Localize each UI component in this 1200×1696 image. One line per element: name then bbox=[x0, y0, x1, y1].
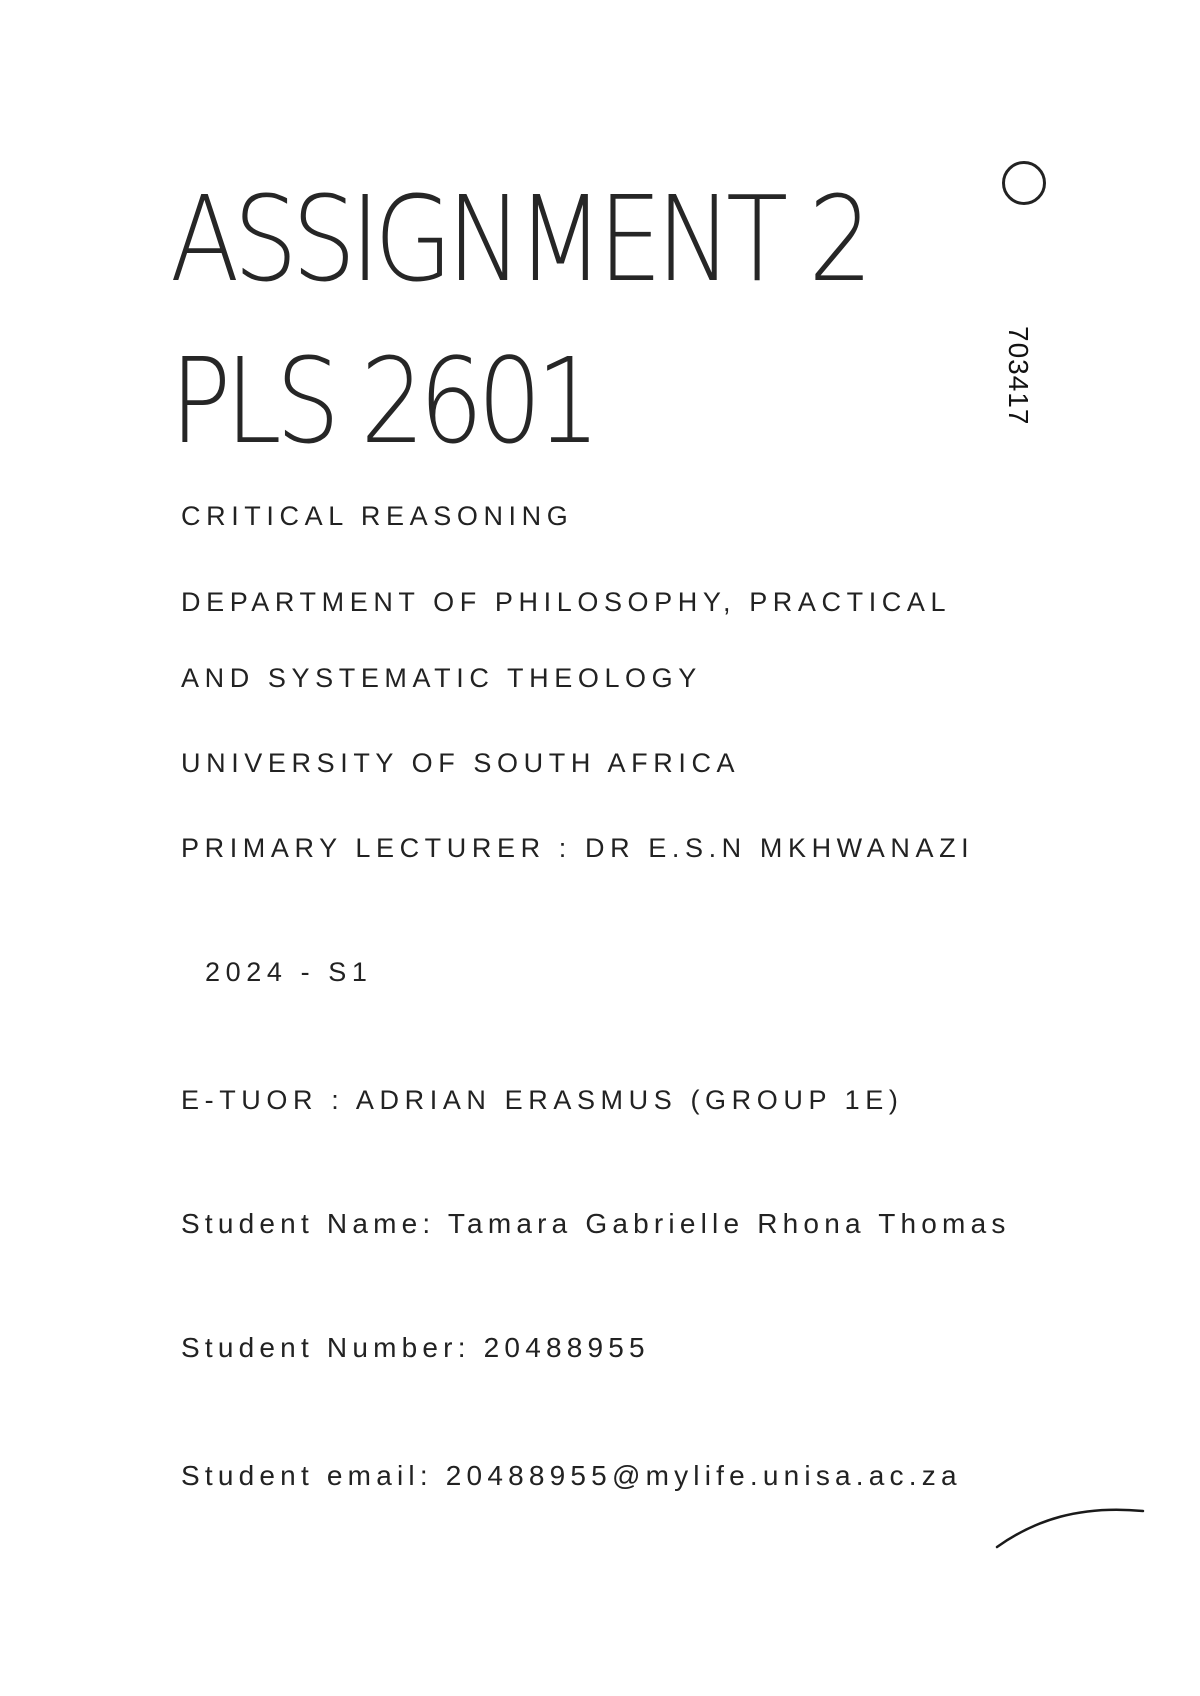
title-assignment: ASSIGNMENT 2 bbox=[170, 170, 867, 308]
university-name: UNIVERSITY OF SOUTH AFRICA bbox=[181, 748, 741, 778]
primary-lecturer: PRIMARY LECTURER : DR E.S.N MKHWANAZI bbox=[181, 833, 975, 863]
vertical-code: 703417 bbox=[1003, 326, 1034, 426]
department-line-2: AND SYSTEMATIC THEOLOGY bbox=[181, 663, 702, 693]
student-number: Student Number: 20488955 bbox=[181, 1332, 650, 1363]
title-course-code: PLS 2601 bbox=[170, 332, 595, 470]
term: 2024 - S1 bbox=[205, 957, 373, 987]
e-tutor: E-TUOR : ADRIAN ERASMUS (GROUP 1E) bbox=[181, 1085, 904, 1115]
course-name: CRITICAL REASONING bbox=[181, 501, 574, 531]
student-email: Student email: 20488955@mylife.unisa.ac.za bbox=[181, 1460, 962, 1491]
circle-icon bbox=[1002, 161, 1046, 205]
department-line-1: DEPARTMENT OF PHILOSOPHY, PRACTICAL bbox=[181, 587, 952, 617]
student-name: Student Name: Tamara Gabrielle Rhona Thomas bbox=[181, 1208, 1011, 1239]
swoosh-decoration bbox=[995, 1505, 1145, 1550]
